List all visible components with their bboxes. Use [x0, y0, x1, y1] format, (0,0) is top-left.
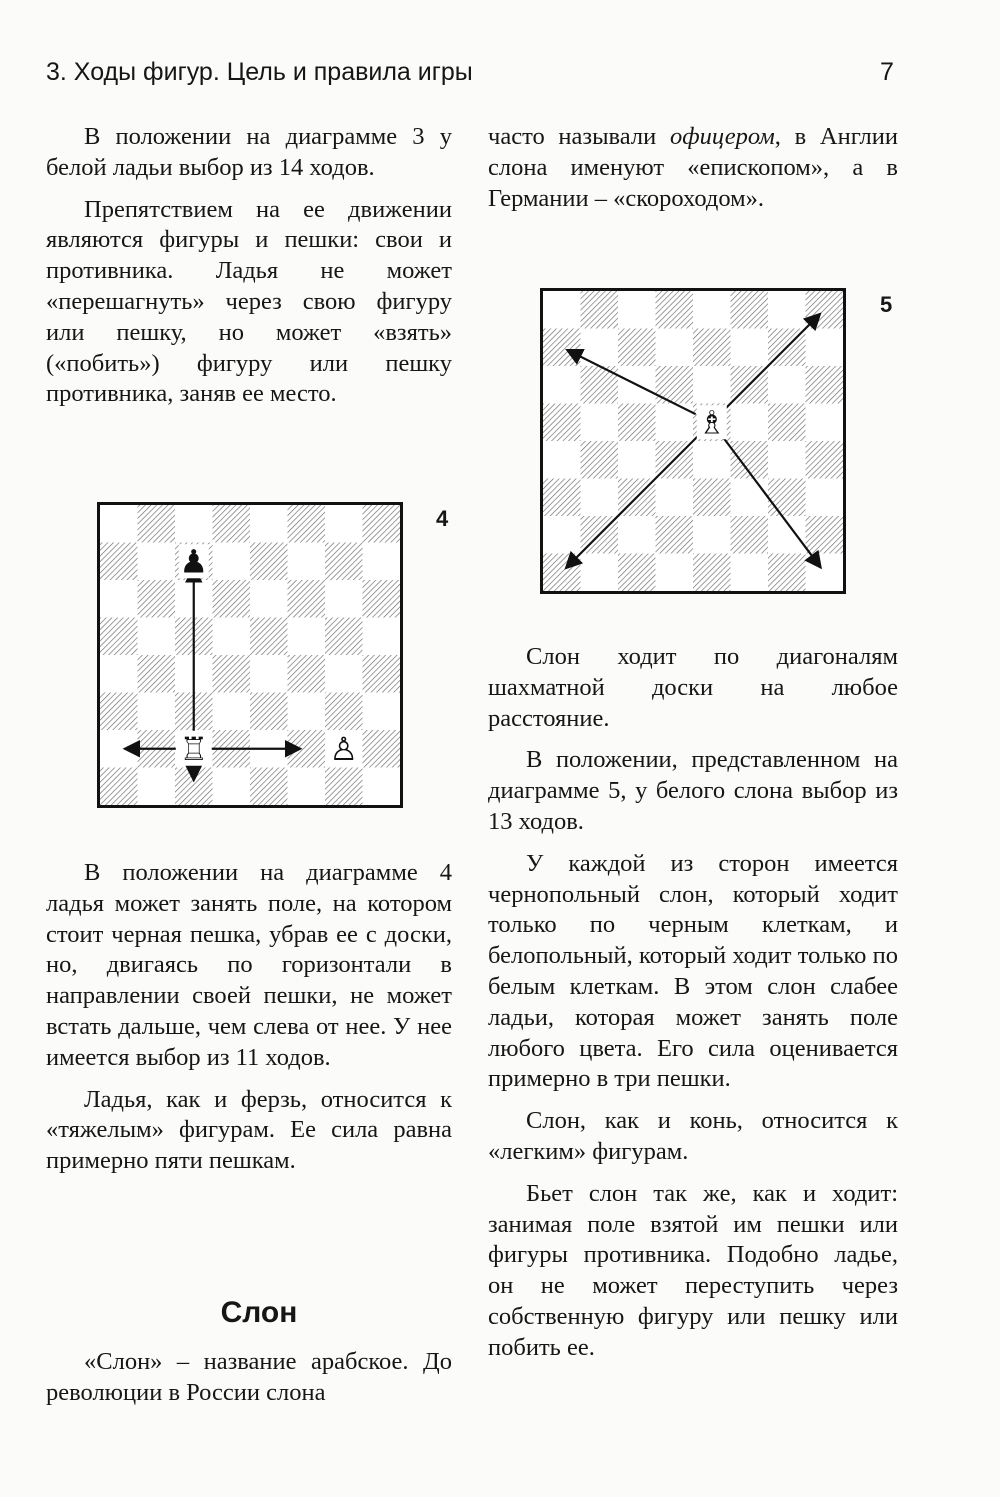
light-square: [363, 543, 401, 581]
light-square: [325, 580, 363, 618]
light-square: [806, 329, 844, 367]
light-square: [731, 329, 769, 367]
text-span: часто называли: [488, 123, 670, 150]
light-square: [288, 693, 326, 731]
dark-square: [363, 580, 401, 618]
dark-square: [618, 404, 656, 442]
paragraph: Слон, как и конь, относится к «легким» фигурам.: [488, 1107, 898, 1165]
left-column-middle-text: [46, 858, 452, 1177]
text-span: , в Англии слона именуют «епископом», а в Германии – «скороходом».: [488, 123, 898, 212]
light-square: [656, 479, 694, 517]
light-square: [731, 554, 769, 592]
light-square: [693, 366, 731, 404]
light-square: [731, 404, 769, 442]
light-square: [693, 291, 731, 329]
light-square: [250, 655, 288, 693]
dark-square: [138, 580, 176, 618]
left-column-top-text: [46, 122, 452, 410]
light-square: [288, 543, 326, 581]
light-square: [138, 618, 176, 656]
light-square: [581, 479, 619, 517]
light-square: [768, 441, 806, 479]
light-square: [543, 516, 581, 554]
dark-square: [806, 366, 844, 404]
dark-square: [288, 580, 326, 618]
light-square: [100, 655, 138, 693]
light-square: [213, 543, 251, 581]
dark-square: [693, 554, 731, 592]
light-square: [806, 554, 844, 592]
dark-square: [100, 768, 138, 806]
light-square: [288, 768, 326, 806]
dark-square: [656, 516, 694, 554]
light-square: [543, 441, 581, 479]
dark-square: [213, 580, 251, 618]
dark-square: [100, 543, 138, 581]
light-square: [250, 505, 288, 543]
light-square: [213, 693, 251, 731]
light-square: [806, 479, 844, 517]
paragraph: Бьет слон так же, как и ходит: занимая поле взятой им пешки или фигуры противника. Подобно ладье, он не может переступить через собственную фигуру или пешку или побить ее.: [488, 1179, 898, 1361]
light-square: [543, 366, 581, 404]
left-column-bottom-text: [46, 1347, 452, 1409]
dark-square: [581, 291, 619, 329]
dark-square: [731, 516, 769, 554]
light-square: [250, 580, 288, 618]
paragraph: Ладья, как и ферзь, относится к «тяжелым» фигурам. Ее сила равна примерно пяти пешкам.: [46, 1085, 452, 1175]
light-square: [618, 516, 656, 554]
dark-square: [138, 505, 176, 543]
light-square: [138, 768, 176, 806]
dark-square: [806, 516, 844, 554]
diagram-5-number: 5: [880, 292, 893, 317]
light-square: [768, 291, 806, 329]
paragraph: В положении на диаграмме 3 у белой ладьи выбор из 14 ходов.: [46, 123, 452, 181]
dark-square: [250, 768, 288, 806]
black-pawn-icon: ♟: [179, 542, 209, 581]
dark-square: [288, 505, 326, 543]
light-square: [731, 479, 769, 517]
dark-square: [250, 693, 288, 731]
dark-square: [250, 618, 288, 656]
dark-square: [656, 291, 694, 329]
paragraph: В положении, представленном на диаграмме 5, у белого слона выбор из 13 ходов.: [488, 746, 898, 835]
light-square: [693, 516, 731, 554]
white-pawn-icon: ♙: [329, 729, 359, 768]
dark-square: [768, 404, 806, 442]
paragraph: «Слон» – название арабское. До революции в России слона: [46, 1348, 452, 1406]
dark-square: [100, 693, 138, 731]
light-square: [100, 505, 138, 543]
light-square: [325, 505, 363, 543]
light-square: [768, 366, 806, 404]
dark-square: [693, 329, 731, 367]
right-column-top-text: [488, 122, 898, 214]
light-square: [581, 554, 619, 592]
dark-square: [213, 655, 251, 693]
light-square: [618, 441, 656, 479]
paragraph: [488, 122, 898, 214]
dark-square: [806, 441, 844, 479]
light-square: [175, 505, 213, 543]
dark-square: [618, 554, 656, 592]
light-square: [618, 291, 656, 329]
light-square: [325, 655, 363, 693]
dark-square: [543, 479, 581, 517]
light-square: [138, 693, 176, 731]
page-number: 7: [880, 58, 894, 86]
light-square: [363, 618, 401, 656]
dark-square: [543, 329, 581, 367]
dark-square: [363, 505, 401, 543]
light-square: [363, 768, 401, 806]
light-square: [693, 441, 731, 479]
light-square: [213, 768, 251, 806]
diagram-4-chessboard: [97, 502, 403, 808]
light-square: [656, 554, 694, 592]
diagram-4-number: 4: [436, 506, 449, 531]
diagram-5-chessboard: [540, 288, 846, 594]
white-bishop-icon: ♗: [697, 403, 727, 442]
dark-square: [325, 543, 363, 581]
light-square: [288, 618, 326, 656]
light-square: [656, 329, 694, 367]
dark-square: [768, 479, 806, 517]
light-square: [363, 693, 401, 731]
section-title-bishop: Слон: [220, 1296, 298, 1329]
white-rook-icon: ♖: [179, 729, 209, 768]
dark-square: [363, 655, 401, 693]
paragraph: Слон ходит по диагоналям шахматной доски на любое расстояние.: [488, 643, 898, 732]
right-column-bottom-text: [488, 642, 898, 1364]
dark-square: [138, 655, 176, 693]
paragraph: У каждой из сторон имеется чернопольный слон, который ходит только по черным клеткам, и белопольный, который ходит только по белым клеткам. В этом слон слабее ладьи, которая может занять поле любого цвета. Его сила оценивается примерно в три пешки.: [488, 849, 898, 1093]
running-header-chapter: 3. Ходы фигур. Цель и правила игры: [46, 58, 473, 86]
dark-square: [325, 618, 363, 656]
dark-square: [325, 693, 363, 731]
dark-square: [325, 768, 363, 806]
dark-square: [768, 554, 806, 592]
paragraph: Препятствием на ее движении являются фигуры и пешки: свои и противника. Ладья не может «перешагнуть» через свою фигуру или пешку, но может «взять» («побить») фигуру или пешку противника, заняв ее место.: [46, 195, 452, 408]
dark-square: [363, 730, 401, 768]
dark-square: [250, 543, 288, 581]
dark-square: [581, 441, 619, 479]
dark-square: [618, 329, 656, 367]
light-square: [213, 618, 251, 656]
light-square: [138, 543, 176, 581]
light-square: [543, 291, 581, 329]
light-square: [581, 404, 619, 442]
paragraph: В положении на диаграмме 4 ладья может занять поле, на котором стоит черная пешка, убрав ее с доски, но, двигаясь по горизонтали в направлении своей пешки, не может встать дальше, чем слева от нее. У нее имеется выбор из 11 ходов.: [46, 859, 452, 1071]
dark-square: [693, 479, 731, 517]
light-square: [806, 404, 844, 442]
dark-square: [543, 404, 581, 442]
dark-square: [288, 655, 326, 693]
dark-square: [731, 291, 769, 329]
light-square: [100, 580, 138, 618]
dark-square: [100, 618, 138, 656]
emphasis-text: офицером: [669, 123, 775, 150]
dark-square: [213, 505, 251, 543]
